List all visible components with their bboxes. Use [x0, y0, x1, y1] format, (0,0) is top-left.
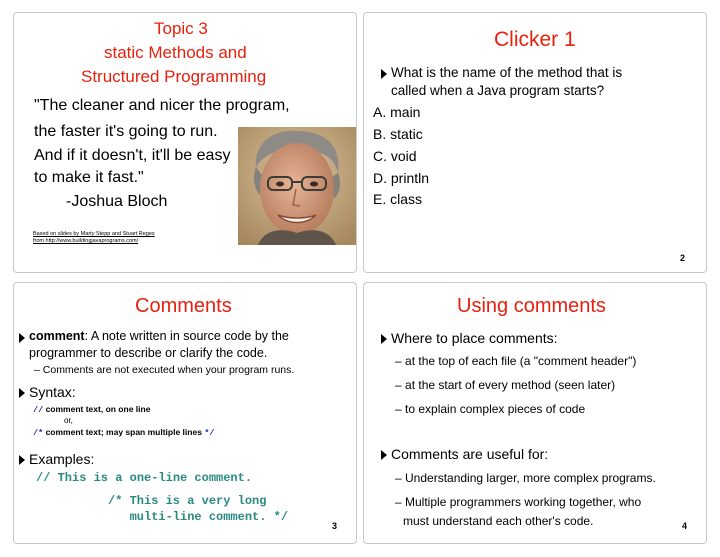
syntax-line-2: [33, 427, 215, 438]
portrait-photo: [238, 127, 356, 245]
syntax-line-2-open: /*: [33, 428, 44, 438]
question-line-1: What is the name of the method that is: [391, 65, 623, 80]
quote-attribution: -Joshua Bloch: [66, 193, 168, 210]
useful-item-1: – Understanding larger, more complex programs.: [395, 471, 656, 485]
example-multi-line-2: multi-line comment. */: [108, 510, 289, 524]
syntax-line-1: [33, 404, 150, 415]
slide-1-title-line-1: Topic 3: [154, 19, 208, 38]
slide-1-title-line-2: static Methods and: [104, 43, 247, 62]
slide-2-title: Clicker 1: [494, 28, 576, 51]
page-number-3: 3: [332, 521, 338, 531]
comment-term: comment: [29, 329, 85, 343]
where-label: Where to place comments:: [391, 330, 558, 346]
syntax-line-1-text: comment text, on one line: [45, 404, 151, 414]
portrait-photo-graphic: [238, 127, 356, 245]
option-e: E. class: [373, 191, 423, 207]
slide-3: [13, 282, 357, 544]
examples-label: Examples:: [29, 451, 95, 467]
quote-line-4: to make it fast.": [34, 169, 144, 186]
quote-line-1: "The cleaner and nicer the program,: [34, 97, 290, 114]
useful-item-2: – Multiple programmers working together, who: [395, 495, 642, 509]
page-number-2: 2: [680, 253, 686, 263]
option-d: D. println: [373, 170, 430, 186]
quote-line-2: the faster it's going to run.: [34, 123, 218, 140]
where-item-1-text: at the top of each file (a "comment header"): [405, 354, 637, 368]
slide-4-title: Using comments: [457, 295, 606, 317]
example-multi-line-1: /* This is a very long: [108, 494, 267, 508]
syntax-line-2-close: */: [204, 428, 215, 438]
slide-1-title-line-3: Structured Programming: [81, 67, 267, 86]
where-item-3-text: to explain complex pieces of code: [405, 402, 586, 416]
syntax-line-1-marker: //: [33, 405, 44, 415]
slide-3-title: Comments: [135, 295, 232, 317]
quote-line-3: And if it doesn't, it'll be easy: [34, 147, 231, 164]
useful-label: Comments are useful for:: [391, 446, 549, 462]
example-one-line: // This is a one-line comment.: [36, 471, 253, 485]
comment-definition-text: : A note written in source code by the: [84, 329, 289, 343]
option-c: C. void: [373, 148, 417, 164]
where-item-1: – at the top of each file (a "comment header"): [395, 354, 637, 368]
comment-sub-note-text: Comments are not executed when your program runs.: [42, 364, 295, 376]
useful-item-2-continued: must understand each other's code.: [403, 514, 594, 528]
slide-2: [363, 12, 707, 273]
syntax-label: Syntax:: [29, 384, 76, 400]
where-item-3: – to explain complex pieces of code: [395, 402, 586, 416]
useful-item-1-text: Understanding larger, more complex programs.: [405, 471, 656, 485]
credit-line-2: from http://www.buildingjavaprograms.com/: [33, 238, 139, 244]
where-item-2: – at the start of every method (seen later): [395, 378, 616, 392]
comment-definition-line-2: programmer to describe or clarify the code.: [29, 346, 268, 360]
comment-sub-note: – Comments are not executed when your program runs.: [34, 364, 295, 376]
useful-item-2-text: Multiple programmers working together, who: [405, 495, 642, 509]
page-number-4: 4: [682, 521, 688, 531]
option-b: B. static: [373, 126, 423, 142]
where-item-2-text: at the start of every method (seen later): [405, 378, 616, 392]
credit-line-1: Based on slides by Marty Stepp and Stuart Reges: [33, 231, 155, 237]
syntax-line-2-text: comment text; may span multiple lines: [45, 427, 202, 437]
syntax-or: or,: [64, 416, 73, 425]
slide-4: [363, 282, 707, 544]
option-a: A. main: [373, 104, 421, 120]
comment-definition-line-1: [29, 329, 289, 343]
question-line-2: called when a Java program starts?: [391, 83, 605, 98]
